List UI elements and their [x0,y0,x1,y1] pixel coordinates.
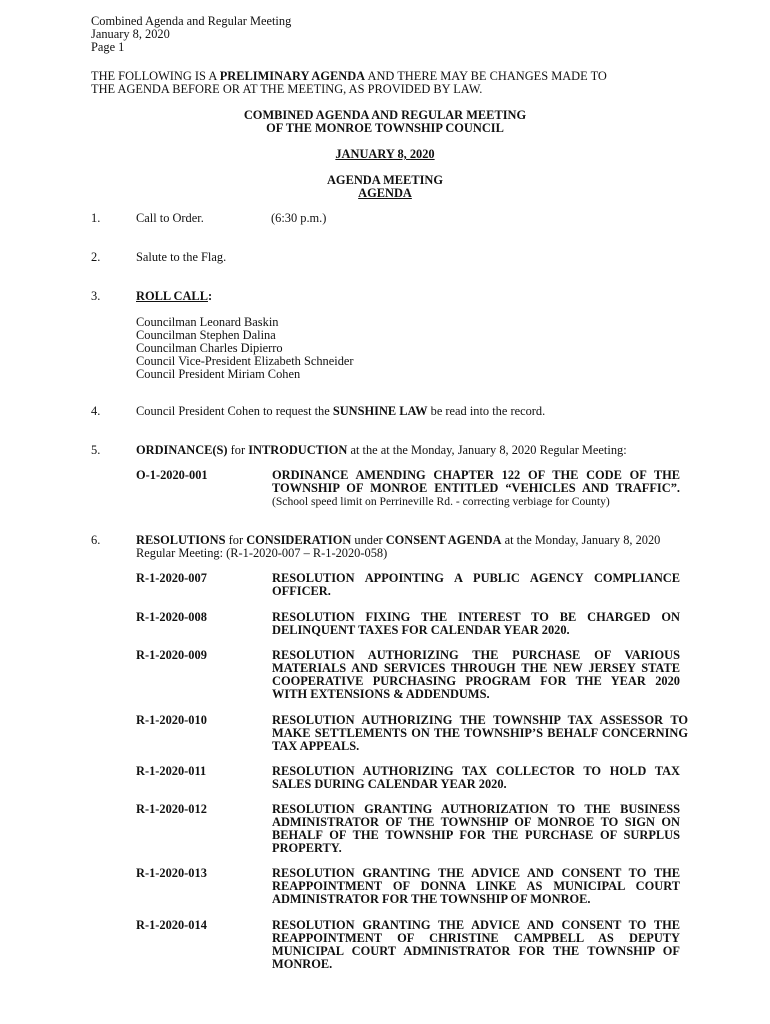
preliminary-notice: THE FOLLOWING IS A PRELIMINARY AGENDA AND THERE MAY BE CHANGES MADE TO THE AGENDA BEFORE OR AT THE MEETING, AS PROVIDED BY LAW. [91,69,607,96]
item-number: 6. [91,533,101,547]
resolution-id: R-1-2020-013 [136,866,207,880]
roll-call-list [136,316,354,381]
resolution-id: R-1-2020-008 [136,610,207,624]
resolutions-consent-heading: RESOLUTIONS for CONSIDERATION under CONSENT AGENDA at the Monday, January 8, 2020 Regular Meeting: (R-1-2020-007 – R-1-2020-058) [136,533,661,560]
item-number: 3. [91,289,101,303]
preliminary-agenda-emphasis: PRELIMINARY AGENDA [219,69,366,83]
resolution-text: RESOLUTION AUTHORIZING THE PURCHASE OF VARIOUS MATERIALS AND SERVICES THROUGH THE NEW JERSEY STATE COOPERATIVE PURCHASING PROGRAM FOR THE YEAR 2020 WITH EXTENSIONS & ADDENDUMS. [272,648,680,701]
meeting-date-heading: JANUARY 8, 2020 [335,147,435,161]
roll-call-heading: ROLL CALL: [136,289,213,303]
resolution-text: RESOLUTION GRANTING THE ADVICE AND CONSENT TO THE REAPPOINTMENT OF DONNA LINKE AS MUNICIPAL COURT ADMINISTRATOR FOR THE TOWNSHIP OF MONROE. [272,866,680,906]
roll-call-member: Councilman Leonard Baskin [136,315,279,329]
ordinance-id: O-1-2020-001 [136,468,208,482]
resolution-id: R-1-2020-011 [136,764,207,778]
ordinance-introduction-heading: ORDINANCE(S) for INTRODUCTION at the at the Monday, January 8, 2020 Regular Meeting: [136,443,627,457]
meeting-title: COMBINED AGENDA AND REGULAR MEETING OF THE MONROE TOWNSHIP COUNCIL [243,108,527,135]
resolution-id: R-1-2020-007 [136,571,207,585]
header-title: Combined Agenda and Regular Meeting [91,14,292,28]
roll-call-member: Council Vice-President Elizabeth Schneider [136,354,354,368]
resolution-text: RESOLUTION AUTHORIZING THE TOWNSHIP TAX ASSESSOR TO MAKE SETTLEMENTS ON THE TOWNSHIP’S BEHALF CONCERNING TAX APPEALS. [272,713,688,753]
resolution-text: RESOLUTION GRANTING THE ADVICE AND CONSENT TO THE REAPPOINTMENT OF CHRISTINE CAMPBELL AS DEPUTY MUNICIPAL COURT ADMINISTRATOR FOR THE TOWNSHIP OF MONROE. [272,918,680,971]
resolution-id: R-1-2020-010 [136,713,207,727]
item-number: 2. [91,250,101,264]
resolution-text: RESOLUTION FIXING THE INTEREST TO BE CHARGED ON DELINQUENT TAXES FOR CALENDAR YEAR 2020. [272,610,680,637]
roll-call-member: Councilman Stephen Dalina [136,328,276,342]
document-header [91,15,291,54]
item-number: 5. [91,443,101,457]
item-number: 1. [91,211,101,225]
item-number: 4. [91,404,101,418]
resolution-id: R-1-2020-014 [136,918,207,932]
roll-call-member: Councilman Charles Dipierro [136,341,283,355]
resolution-text: RESOLUTION AUTHORIZING TAX COLLECTOR TO HOLD TAX SALES DURING CALENDAR YEAR 2020. [272,764,680,791]
resolution-text: RESOLUTION GRANTING AUTHORIZATION TO THE BUSINESS ADMINISTRATOR OF THE TOWNSHIP OF MONROE TO SIGN ON BEHALF OF THE TOWNSHIP FOR THE PURCHASE OF SURPLUS PROPERTY. [272,802,680,855]
header-date: January 8, 2020 [91,27,170,41]
sunshine-law-item: Council President Cohen to request the SUNSHINE LAW be read into the record. [136,404,546,418]
salute-to-flag: Salute to the Flag. [136,250,227,264]
call-to-order-time: (6:30 p.m.) [271,211,327,225]
header-page: Page 1 [91,40,125,54]
ordinance-text: ORDINANCE AMENDING CHAPTER 122 OF THE CODE OF THE TOWNSHIP OF MONROE ENTITLED “VEHICLES AND TRAFFIC”. (School speed limit on Perrineville Rd. - correcting verbiage for County) [272,468,680,508]
resolution-text: RESOLUTION APPOINTING A PUBLIC AGENCY COMPLIANCE OFFICER. [272,571,680,598]
roll-call-member: Council President Miriam Cohen [136,367,301,381]
agenda-meeting-heading: AGENDA MEETING AGENDA [326,173,443,200]
resolution-id: R-1-2020-009 [136,648,207,662]
call-to-order: Call to Order. [136,211,204,225]
resolution-id: R-1-2020-012 [136,802,207,816]
